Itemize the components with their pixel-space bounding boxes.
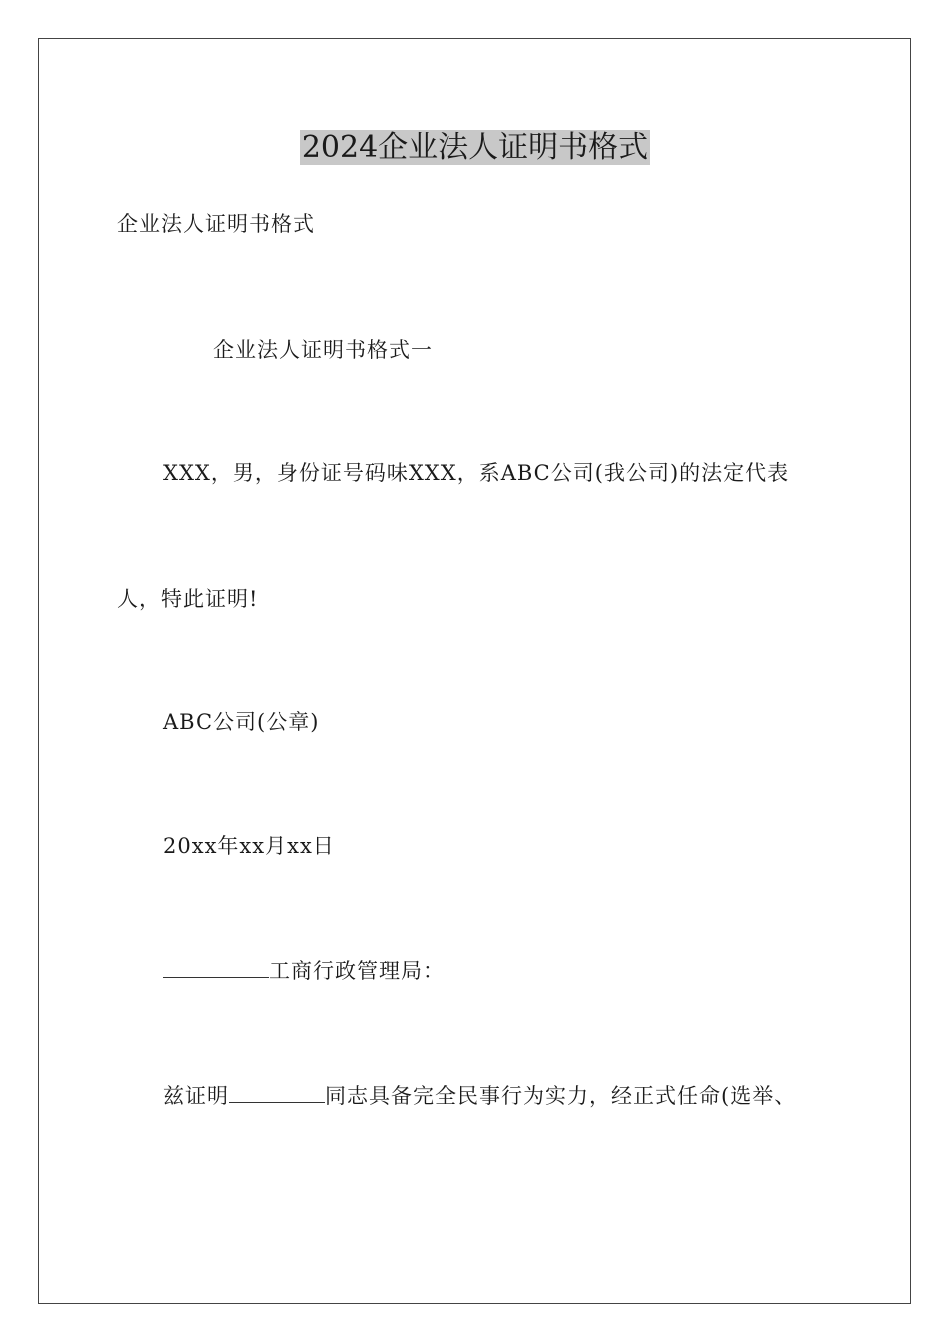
document-title: [0, 128, 950, 168]
section-heading: 企业法人证明书格式一: [213, 338, 433, 362]
document-title-text: 2024企业法人证明书格式: [301, 130, 649, 165]
paragraph-2-prefix: 兹证明: [163, 1084, 229, 1108]
name-blank: [229, 1080, 325, 1103]
addressee-suffix: 工商行政管理局：: [269, 959, 445, 983]
paragraph-1-line-1: XXX，男，身份证号码味XXX，系ABC公司(我公司)的法定代表: [163, 461, 790, 485]
paragraph-1-line-2: 人，特此证明!: [117, 587, 259, 611]
paragraph-2-line-1: [163, 1080, 796, 1111]
paragraph-2-suffix: 同志具备完全民事行为实力，经正式任命(选举、: [325, 1084, 797, 1108]
document-subtitle: 企业法人证明书格式: [117, 212, 315, 236]
addressee-blank: [163, 955, 269, 978]
company-seal-line: ABC公司(公章): [163, 710, 320, 734]
addressee-line: [163, 955, 445, 986]
date-line: 20xx年xx月xx日: [163, 834, 335, 858]
